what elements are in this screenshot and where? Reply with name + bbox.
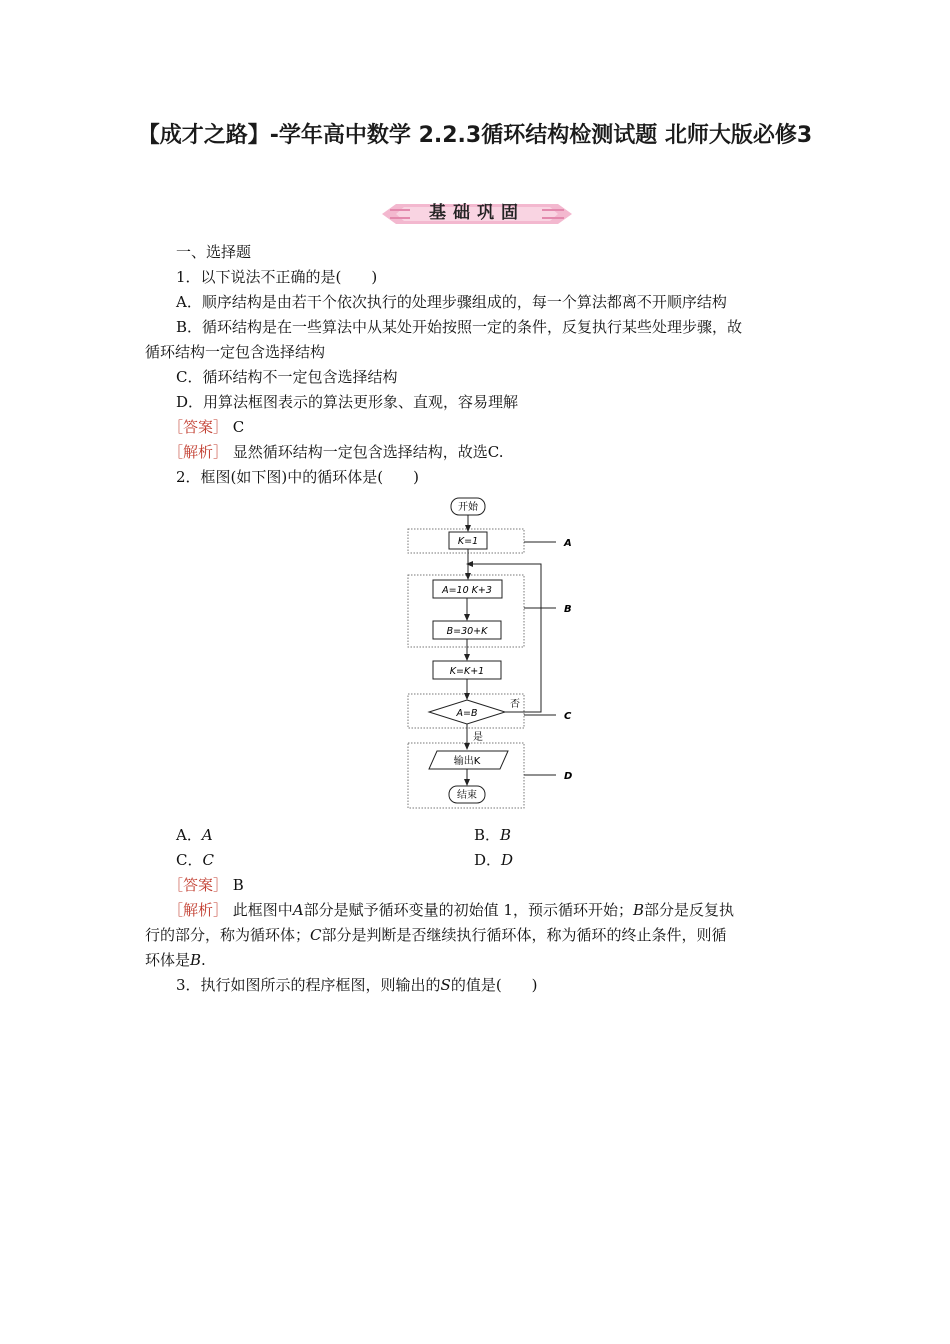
q3-stem-var: S <box>440 976 451 994</box>
no-label: 否 <box>510 699 520 710</box>
q2-option-b <box>474 824 511 846</box>
q2-option-a <box>176 824 213 846</box>
option-value: B <box>500 826 512 844</box>
analysis-text: . <box>201 951 206 969</box>
q1-option-b: B．循环结构是在一些算法中从某处开始按照一定的条件，反复执行某些处理步骤，故 <box>176 318 743 336</box>
option-prefix: A． <box>176 826 202 844</box>
q2-option-d <box>474 849 513 871</box>
analysis-var: B <box>632 901 645 919</box>
analysis-text: 部分是赋予循环变量的初始值 1，预示循环开始； <box>303 901 633 919</box>
analysis-label: ［解析］ <box>168 901 229 919</box>
q1-option-a: A．顺序结构是由若干个依次执行的处理步骤组成的，每一个算法都离不开顺序结构 <box>176 293 727 311</box>
q1-analysis <box>168 441 504 463</box>
option-value: A <box>201 826 213 844</box>
document-title: 【成才之路】-学年高中数学 2.2.3循环结构检测试题 北师大版必修3 <box>137 123 813 148</box>
analysis-var: B <box>190 951 202 969</box>
q1-option-b-cont: 循环结构一定包含选择结构 <box>145 343 326 361</box>
q1-answer <box>168 416 244 438</box>
section-banner <box>382 200 572 228</box>
output-text: 输出K <box>453 756 481 767</box>
analysis-text: 环体是 <box>145 951 191 969</box>
loop-flowchart <box>400 492 582 812</box>
analysis-text: 此框图中 <box>232 901 293 919</box>
analysis-label: ［解析］ <box>168 443 229 461</box>
analysis-var: C <box>310 926 322 944</box>
step3-text: K=K+1 <box>449 666 485 677</box>
analysis-text: 部分是判断是否继续执行循环体，称为循环的终止条件，则循 <box>321 926 727 944</box>
section-banner-label: 基础巩固 <box>429 203 525 223</box>
region-label-a: A <box>564 538 572 549</box>
yes-label: 是 <box>473 732 483 743</box>
q2-analysis-line3 <box>145 949 206 971</box>
q3-stem-text: 3．执行如图所示的程序框图，则输出的 <box>176 976 441 994</box>
analysis-text: 行的部分，称为循环体； <box>145 926 311 944</box>
analysis-var: A <box>292 901 304 919</box>
q1-stem: 1．以下说法不正确的是( ) <box>176 268 378 286</box>
step2-text: B=30+K <box>446 626 488 637</box>
q2-stem: 2．框图(如下图)中的循环体是( ) <box>176 468 419 486</box>
q1-answer-value: C <box>232 418 245 436</box>
start-text: 开始 <box>458 502 478 513</box>
q1-analysis-text: 显然循环结构一定包含选择结构，故选C. <box>232 443 504 461</box>
q2-answer <box>168 874 244 896</box>
option-value: D <box>501 851 514 869</box>
step1-text: A=10 K+3 <box>442 585 492 596</box>
q2-answer-value: B <box>232 876 244 894</box>
q2-option-c <box>176 849 214 871</box>
q3-stem <box>176 974 538 996</box>
region-label-c: C <box>564 711 572 722</box>
option-prefix: B． <box>474 826 501 844</box>
option-prefix: D． <box>474 851 502 869</box>
q3-stem-text: 的值是( ) <box>450 976 538 994</box>
q1-option-d: D．用算法框图表示的算法更形象、直观，容易理解 <box>176 393 519 411</box>
region-label-b: B <box>564 604 572 615</box>
answer-label: ［答案］ <box>168 876 229 894</box>
analysis-text: 部分是反复执 <box>644 901 735 919</box>
answer-label: ［答案］ <box>168 418 229 436</box>
init-text: K=1 <box>457 536 479 547</box>
q2-analysis-line1 <box>168 899 734 921</box>
end-text: 结束 <box>457 790 477 801</box>
q1-option-c: C．循环结构不一定包含选择结构 <box>176 368 398 386</box>
option-value: C <box>202 851 214 869</box>
region-label-d: D <box>564 771 573 782</box>
decision-text: A=B <box>456 708 478 719</box>
option-prefix: C． <box>176 851 203 869</box>
section-heading: 一、选择题 <box>176 243 252 261</box>
q2-analysis-line2 <box>145 924 727 946</box>
